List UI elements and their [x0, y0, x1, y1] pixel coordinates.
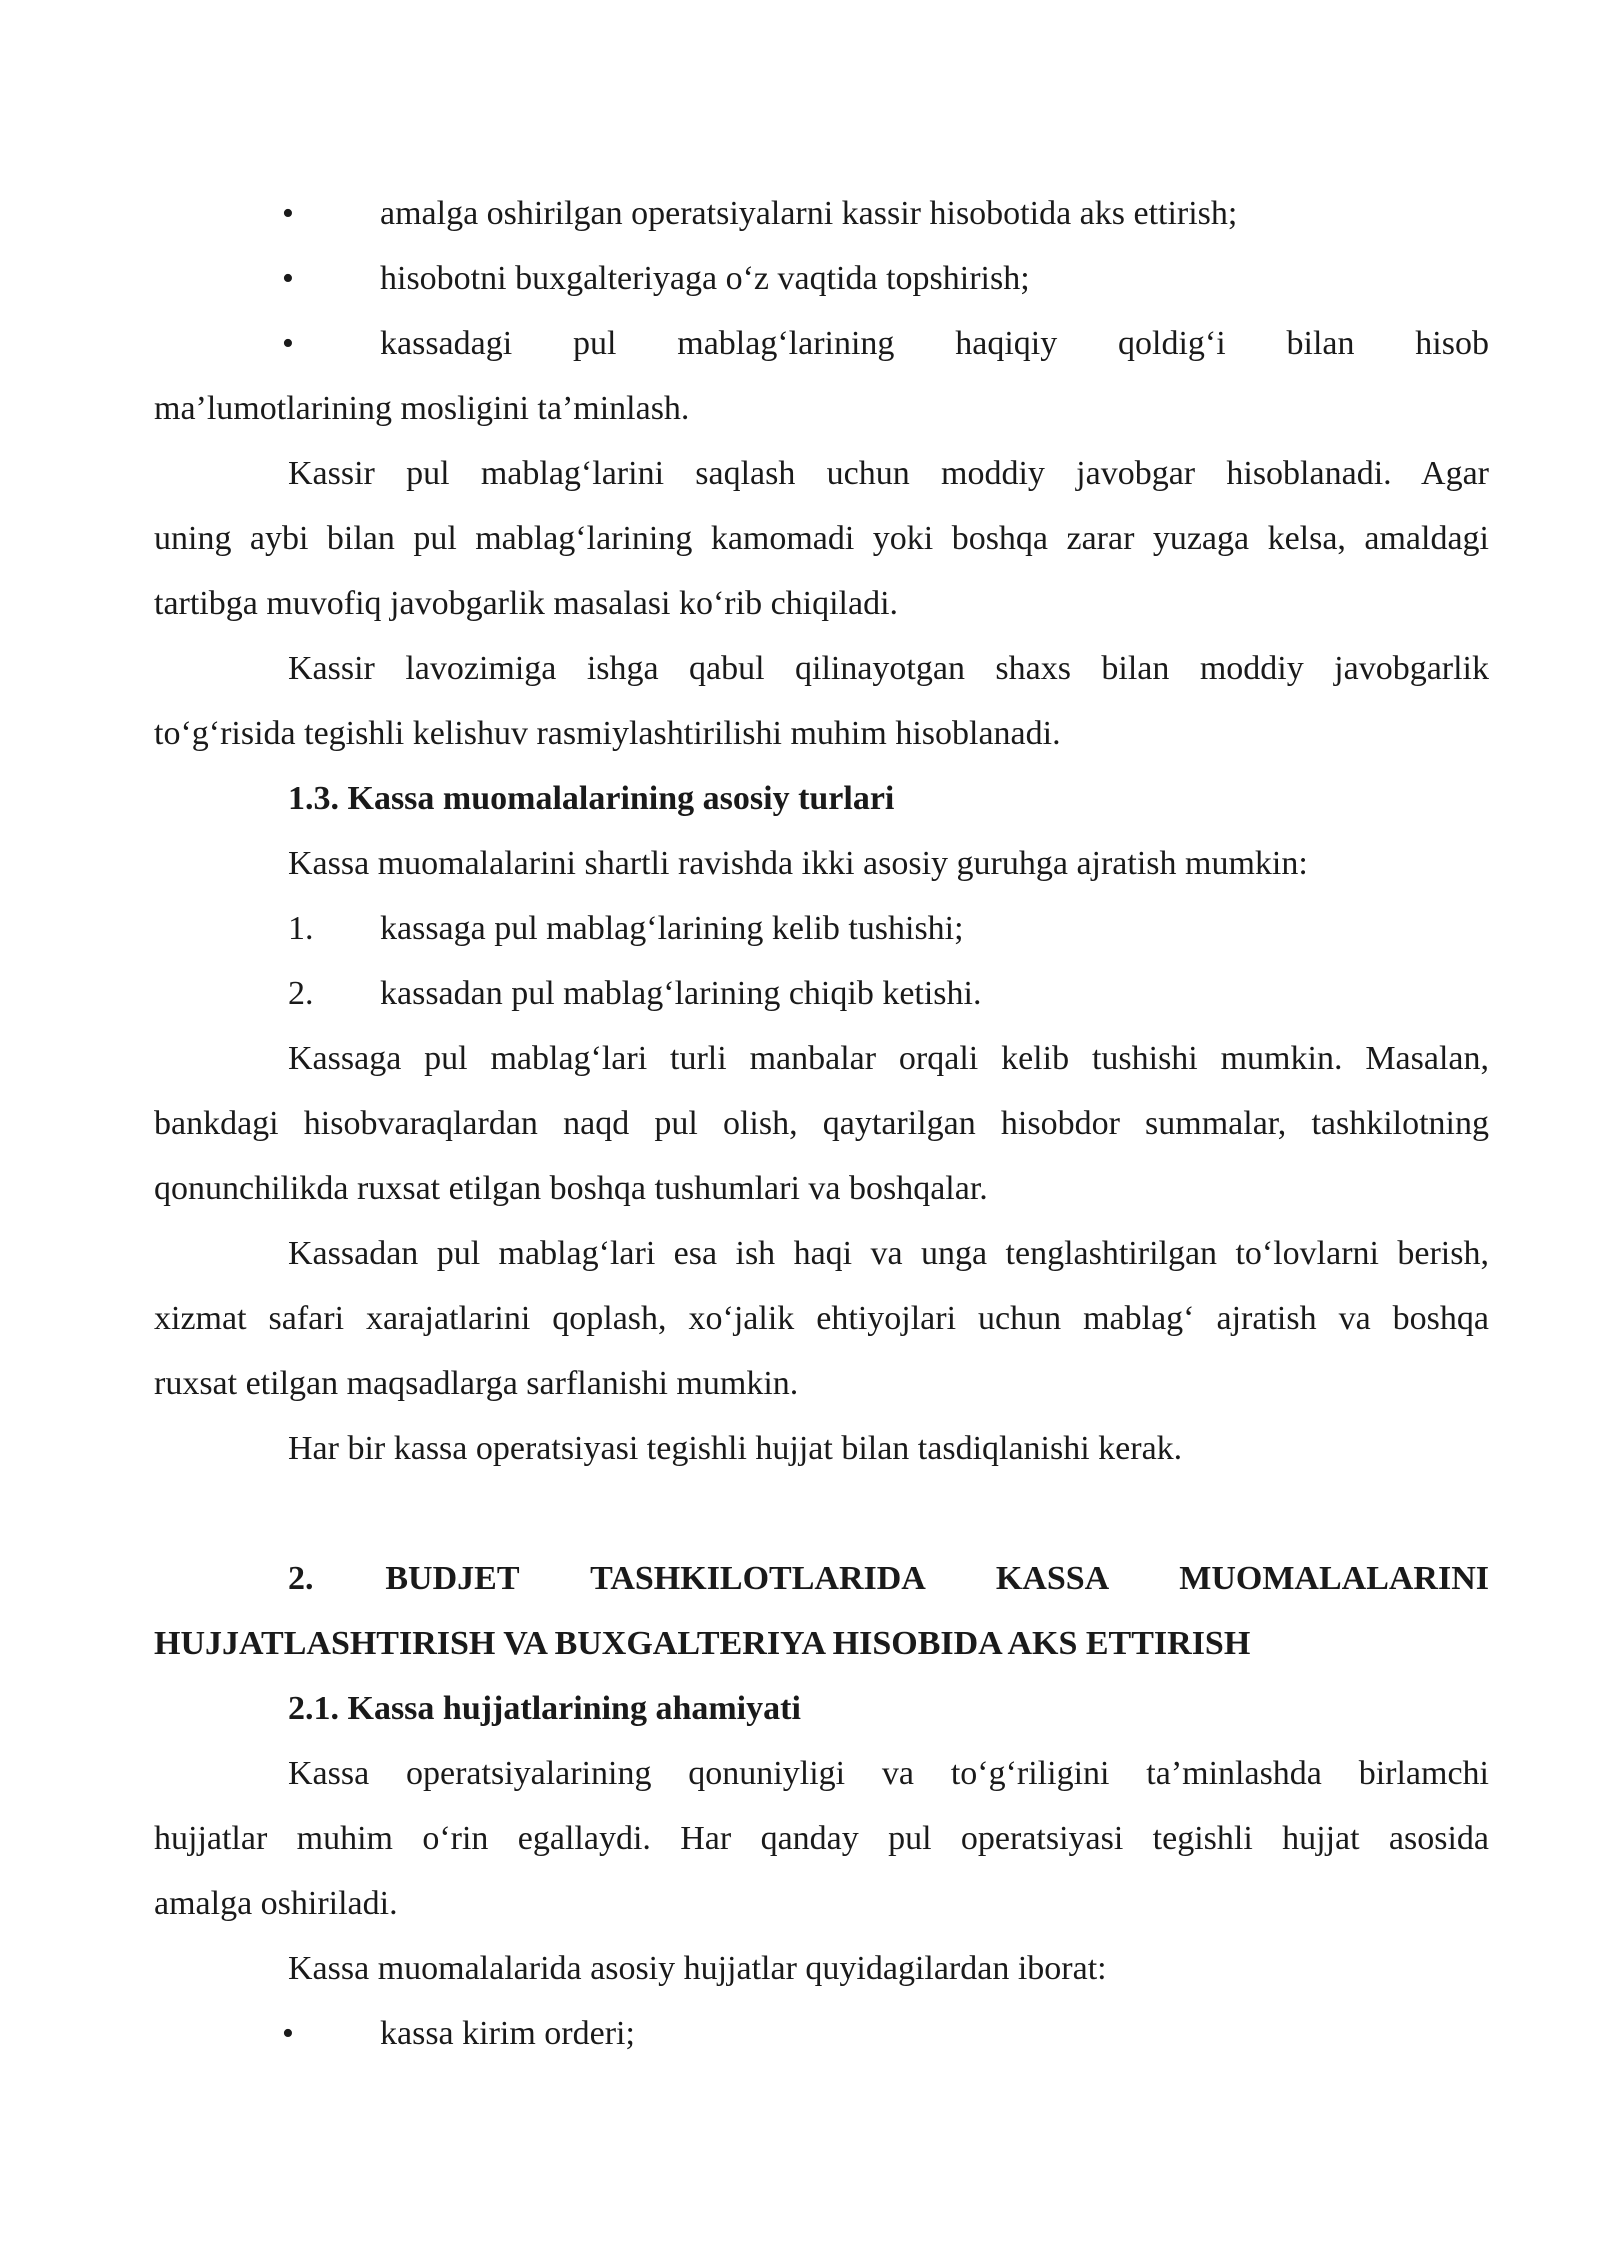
paragraph-line: Har bir kassa operatsiyasi tegishli hujjat bilan tasdiqlanishi kerak. — [288, 1430, 1183, 1467]
paragraph-line: Kassa muomalalarini shartli ravishda ikki asosiy guruhga ajratish mumkin: — [288, 845, 1308, 882]
document-page: • amalga oshirilgan operatsiyalarni kassir hisobotida aks ettirish; • hisobotni buxgalteriyaga o‘z vaqtida topshirish; • kassadagi pul mablag‘larining haqiqiy qoldig‘i bilan hisob ma’lumotlarining mosligini ta’minlash. Kassir pul mablag‘larini saqlash uchun moddiy javobgar hisoblanadi. Agar uning aybi bilan pul mablag‘larining kamomadi yoki boshqa zarar yuzaga kelsa, amaldagi tartibga muvofiq javobgarlik masalasi ko‘rib chiqiladi. Kassir lavozimiga ishga qabul qilinayotgan shaxs bilan moddiy javobgarlik to‘g‘risida tegishli kelishuv rasmiylashtirilishi muhim hisoblanadi. 1.3. Kassa muomalalarining asosiy turlari Kassa muomalalarini shartli ravishda ikki asosiy guruhga ajratish mumkin: 1. kassaga pul mablag‘larining kelib tushishi; 2. kassadan pul mablag‘larining chiqib ketishi. Kassaga pul mablag‘lari turli manbalar orqali kelib tushishi mumkin. Masalan, bankdagi hisobvaraqlardan naqd pul olish, qaytarilgan hisobdor summalar, tashkilotning qonunchilikda ruxsat etilgan boshqa tushumlari va boshqalar. Kassadan pul mablag‘lari esa ish haqi va unga tenglashtirilgan to‘lovlarni berish, xizmat safari xarajatlarini qoplash, xo‘jalik ehtiyojlari uchun mablag‘ ajratish va boshqa ruxsat etilgan maqsadlarga sarflanishi mumkin. Har bir kassa operatsiyasi tegishli hujjat bilan tasdiqlanishi kerak. 2. BUDJET TASHKILOTLARIDA KASSA MUOMALALARINI HUJJATLASHTIRISH VA BUXGALTERIYA HISOBIDA AKS ETTIRISH 2.1. Kassa hujjatlarining ahamiyati Kassa operatsiyalarining qonuniyligi va to‘g‘riligini ta’minlashda birlamchi hujjatlar muhim o‘rin egallaydi. Har qanday pul operatsiyasi tegishli hujjat asosida amalga oshiriladi. Kassa muomalalarida asosiy hujjatlar quyidagilardan iborat: • kassa kirim orderi; — [0, 0, 1600, 2262]
list-number: 1. — [288, 910, 314, 947]
paragraph-line: Kassaga pul mablag‘lari turli manbalar orqali kelib tushishi mumkin. Masalan, — [288, 1040, 1489, 1077]
list-number: 2. — [288, 975, 314, 1012]
paragraph-line: Kassir lavozimiga ishga qabul qilinayotgan shaxs bilan moddiy javobgarlik — [288, 650, 1489, 687]
section-heading: 1.3. Kassa muomalalarining asosiy turlari — [288, 780, 895, 817]
paragraph-line: qonunchilikda ruxsat etilgan boshqa tushumlari va boshqalar. — [154, 1170, 988, 1207]
paragraph-line: to‘g‘risida tegishli kelishuv rasmiylashtirilishi muhim hisoblanadi. — [154, 715, 1061, 752]
paragraph-line: ruxsat etilgan maqsadlarga sarflanishi mumkin. — [154, 1365, 799, 1402]
paragraph-line: uning aybi bilan pul mablag‘larining kamomadi yoki boshqa zarar yuzaga kelsa, amaldagi — [154, 520, 1489, 557]
section-heading: 2.1. Kassa hujjatlarining ahamiyati — [288, 1690, 801, 1727]
bullet-icon: • — [282, 2015, 294, 2052]
paragraph-line: Kassadan pul mablag‘lari esa ish haqi va unga tenglashtirilgan to‘lovlarni berish, — [288, 1235, 1489, 1272]
paragraph-line: Kassa muomalalarida asosiy hujjatlar quyidagilardan iborat: — [288, 1950, 1107, 1987]
chapter-heading: HUJJATLASHTIRISH VA BUXGALTERIYA HISOBIDA AKS ETTIRISH — [154, 1625, 1251, 1662]
bullet-icon: • — [282, 325, 294, 362]
chapter-heading: 2. BUDJET TASHKILOTLARIDA KASSA MUOMALALARINI — [288, 1560, 1489, 1597]
paragraph-line: xizmat safari xarajatlarini qoplash, xo‘jalik ehtiyojlari uchun mablag‘ ajratish va boshqa — [154, 1300, 1489, 1337]
paragraph-line: hujjatlar muhim o‘rin egallaydi. Har qanday pul operatsiyasi tegishli hujjat asosida — [154, 1820, 1489, 1857]
paragraph-line: amalga oshiriladi. — [154, 1885, 398, 1922]
bullet-icon: • — [282, 260, 294, 297]
list-item-text: kassadagi pul mablag‘larining haqiqiy qoldig‘i bilan hisob — [380, 325, 1489, 362]
paragraph-line: tartibga muvofiq javobgarlik masalasi ko‘rib chiqiladi. — [154, 585, 899, 622]
bullet-icon: • — [282, 195, 294, 232]
paragraph-line: Kassir pul mablag‘larini saqlash uchun moddiy javobgar hisoblanadi. Agar — [288, 455, 1489, 492]
paragraph-line: bankdagi hisobvaraqlardan naqd pul olish, qaytarilgan hisobdor summalar, tashkilotning — [154, 1105, 1489, 1142]
list-item-continuation: ma’lumotlarining mosligini ta’minlash. — [154, 390, 690, 427]
paragraph-line: Kassa operatsiyalarining qonuniyligi va to‘g‘riligini ta’minlashda birlamchi — [288, 1755, 1489, 1792]
